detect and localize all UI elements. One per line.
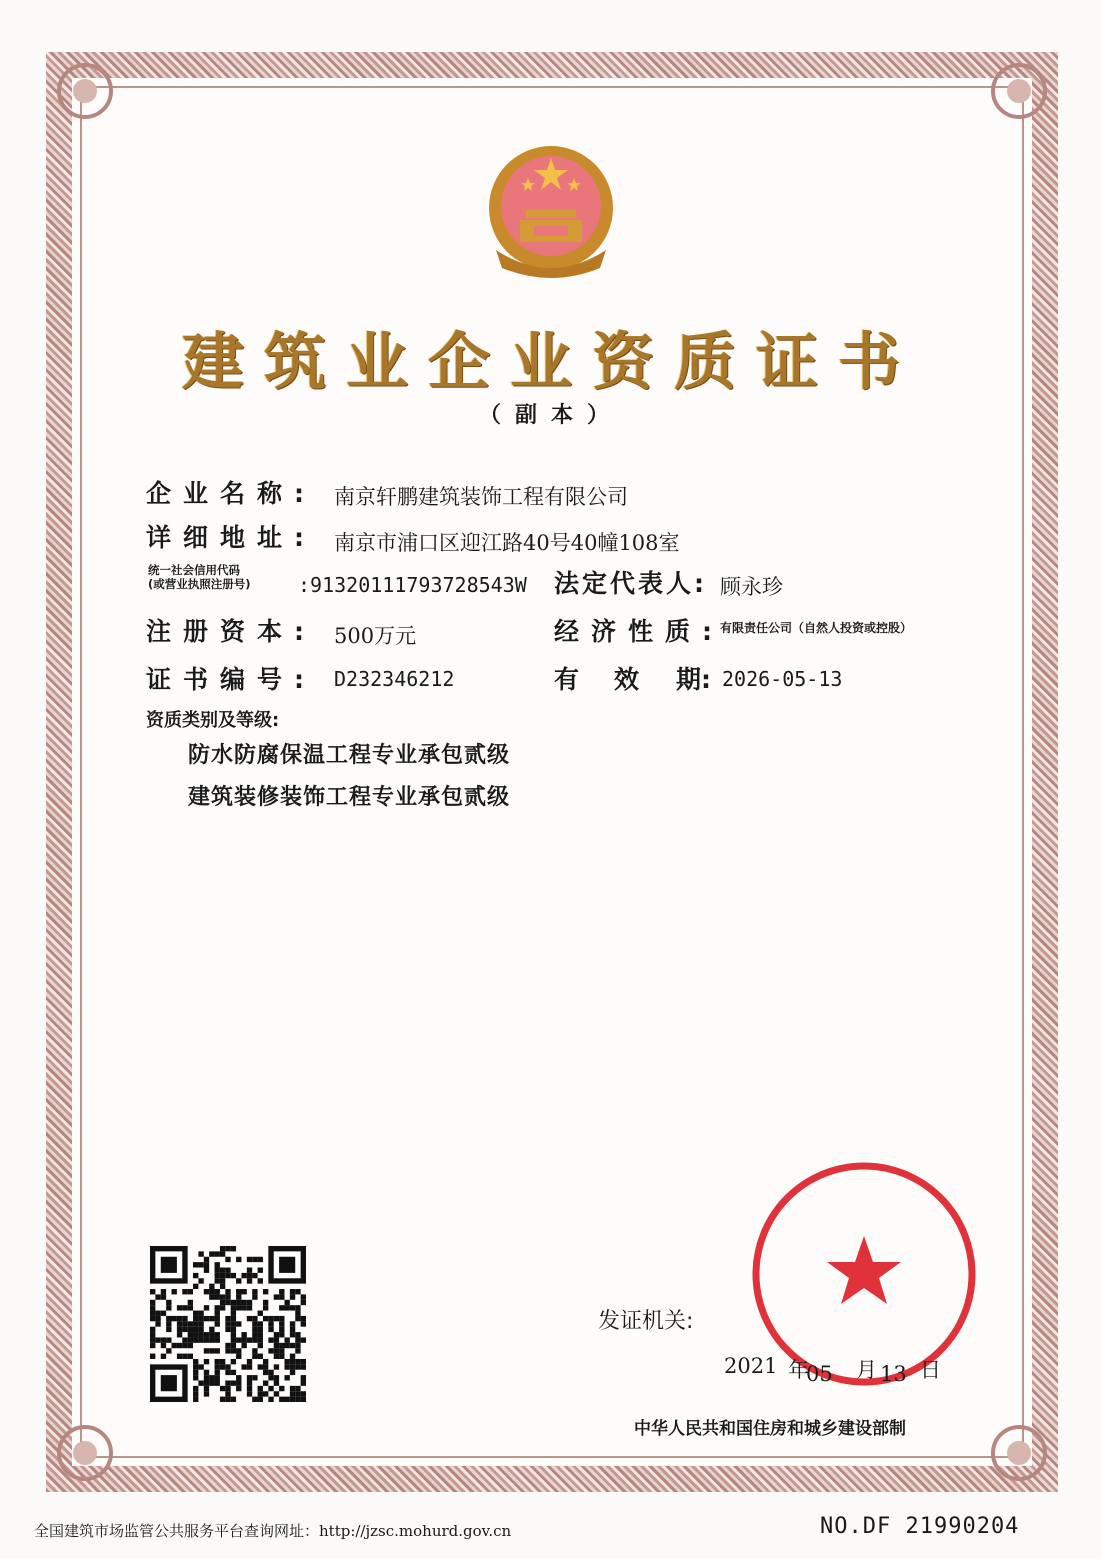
credit-code-value: :91320111793728543W <box>298 573 527 597</box>
certificate-title: 建筑业企业资质证书 <box>181 325 920 398</box>
company-name-value: 南京轩鹏建筑装饰工程有限公司 <box>334 485 628 509</box>
validity-label-2: 效 <box>614 665 640 694</box>
national-emblem-icon <box>476 138 626 288</box>
manufacturer-note: 中华人民共和国住房和城乡建设部制 <box>634 1419 906 1439</box>
address-label: 详细地址: <box>146 523 316 552</box>
registered-capital-value: 500万元 <box>334 624 417 648</box>
serial-number: NO.DF 21990204 <box>820 1514 1020 1539</box>
issue-year: 2021 <box>724 1354 778 1378</box>
certificate-subtitle: （副本） <box>478 403 623 428</box>
validity-label-1: 有 <box>554 665 580 694</box>
issuing-authority-label: 发证机关: <box>598 1309 694 1334</box>
qualification-heading: 资质类别及等级: <box>146 710 280 731</box>
qualification-item: 建筑装修装饰工程专业承包贰级 <box>188 785 511 810</box>
credit-code-label-line1: 统一社会信用代码 <box>148 563 240 577</box>
economic-nature-label: 经济性质: <box>554 617 724 646</box>
issue-month: 05 <box>806 1362 833 1386</box>
issue-day-unit: 日 <box>920 1358 941 1382</box>
registered-capital-label: 注册资本: <box>146 617 316 646</box>
issue-day: 13 <box>880 1362 907 1386</box>
corner-ornament-icon <box>50 1418 120 1488</box>
certificate-number-label: 证书编号: <box>146 665 316 694</box>
company-name-label: 企业名称: <box>146 479 316 508</box>
qr-code-icon[interactable] <box>150 1246 306 1402</box>
legal-rep-value: 顾永珍 <box>720 575 783 599</box>
credit-code-label <box>148 563 251 591</box>
validity-value: 2026-05-13 <box>722 667 843 691</box>
corner-ornament-icon <box>984 56 1054 126</box>
corner-ornament-icon <box>50 56 120 126</box>
legal-rep-label: 法定代表人: <box>554 569 707 598</box>
credit-code-label-line2: (或营业执照注册号) <box>148 577 251 591</box>
issue-month-unit: 月 <box>856 1358 877 1382</box>
economic-nature-value: 有限责任公司（自然人投资或控股） <box>720 621 913 635</box>
issue-year-unit: 年 <box>788 1358 809 1382</box>
corner-ornament-icon <box>984 1418 1054 1488</box>
qualification-item: 防水防腐保温工程专业承包贰级 <box>188 743 511 768</box>
certificate-number-value: D232346212 <box>334 667 455 691</box>
address-value: 南京市浦口区迎江路40号40幢108室 <box>334 531 680 555</box>
validity-label-3: 期: <box>676 665 711 694</box>
query-url-text: 全国建筑市场监管公共服务平台查询网址：http://jzsc.mohurd.gov.cn <box>34 1522 512 1540</box>
